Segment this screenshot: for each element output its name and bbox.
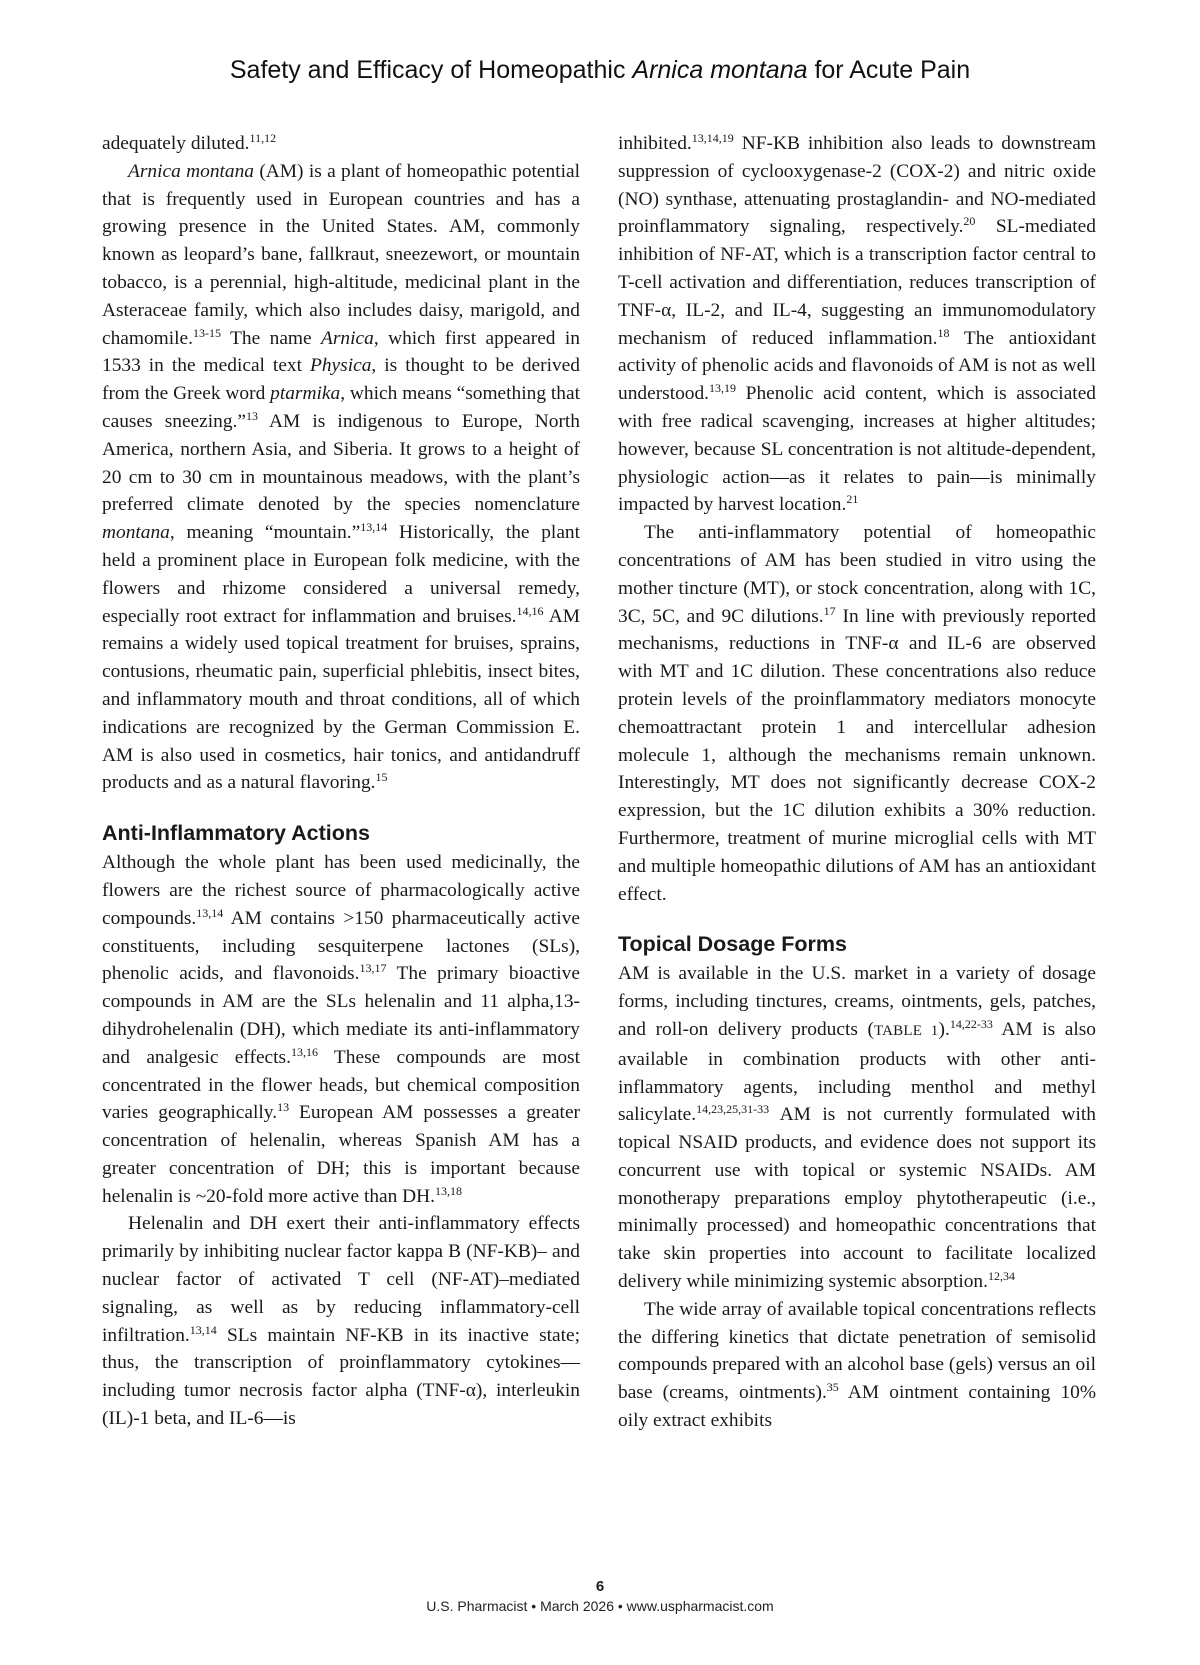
- text-run: AM is also available in combination products with other anti-inflammatory agents, including menthol and methyl salicylate.: [618, 1018, 1096, 1126]
- text-run: These compounds are most concentrated in the flower heads, but chemical composition varies geographically.: [102, 1046, 580, 1124]
- paragraph: [102, 849, 580, 1210]
- header-title-suffix: for Acute Pain: [807, 56, 971, 84]
- text-run: AM is available in the U.S. market in a variety of dosage forms, including tinctures, creams, ointments, gels, patches, and roll-on delivery products (: [618, 963, 1096, 1040]
- text-run: AM is not currently formulated with topical NSAID products, and evidence does not support its concurrent use with topical or systemic NSAIDs. AM monotherapy preparations employ phytotherapeutic (i.e., minimally processed) and homeopathic concentrations that take skin properties into account to facilitate localized delivery while minimizing systemic absorption.: [618, 1104, 1096, 1293]
- text-run: ).: [938, 1018, 950, 1040]
- text-run: montana: [102, 522, 170, 544]
- text-run: NF-KB inhibition also leads to downstream suppression of cyclooxygenase-2 (COX-2) and nitric oxide (NO) synthase, attenuating prostaglandin- and NO-mediated proinflammatory signaling, respectively.: [618, 133, 1096, 238]
- citation: 13,14: [189, 1322, 217, 1337]
- paragraph: [618, 1296, 1096, 1435]
- citation: 13: [246, 408, 259, 423]
- citation: 15: [375, 770, 388, 785]
- text-run: The primary bioactive compounds in AM are the SLs helenalin and 11 alpha,13-dihydrohelenalin (DH), which mediate its anti-inflammatory and analgesic effects.: [102, 963, 580, 1068]
- text-run: , is thought to be derived from the Greek word: [102, 355, 580, 405]
- paragraph: [102, 130, 580, 158]
- text-run: European AM possesses a greater concentration of helenalin, whereas Spanish AM has a greater concentration of DH; this is important because helenalin is ~20-fold more active than DH.: [102, 1102, 581, 1207]
- citation: 20: [963, 214, 976, 229]
- text-run: The name: [221, 327, 322, 349]
- citation: 13: [277, 1100, 290, 1115]
- citation: 13,16: [290, 1044, 318, 1059]
- text-run: Physica: [310, 355, 372, 377]
- citation: 13,14: [360, 520, 388, 535]
- citation: 13,18: [435, 1183, 463, 1198]
- text-run: AM is indigenous to Europe, North America, northern Asia, and Siberia. It grows to a height of 20 cm to 30 cm in mountainous meadows, with the plant’s preferred climate denoted by the species nomenclature: [102, 410, 580, 516]
- running-header: [0, 56, 1200, 85]
- text-run: Helenalin and DH exert their anti-inflammatory effects primarily by inhibiting nuclear factor kappa B (NF-KB)– and nuclear factor of activated T cell (NF-AT)–mediated signaling, as well as by reducing inflammatory-cell infiltration.: [102, 1213, 580, 1346]
- citation: 17: [823, 603, 836, 618]
- header-title-italic: Arnica montana: [632, 56, 808, 84]
- table-reference: TABLE 1: [873, 1022, 939, 1039]
- text-run: (AM) is a plant of homeopathic potential that is frequently used in European countries and has a growing presence in the United States. AM, commonly known as leopard’s bane, fallkraut, sneezewort, or mountain tobacco, is a perennial, high-altitude, medicinal plant in the Asteraceae family, which also includes daisy, marigold, and chamomile.: [102, 160, 580, 349]
- citation: 35: [826, 1380, 839, 1395]
- text-run: , which first appeared in 1533 in the medical text: [102, 327, 580, 377]
- citation: 18: [937, 325, 950, 340]
- citation: 13-15: [193, 325, 221, 340]
- section-heading: Topical Dosage Forms: [618, 932, 847, 957]
- text-run: Arnica montana: [128, 160, 254, 182]
- paragraph: [618, 960, 1096, 1296]
- section-heading: Anti-Inflammatory Actions: [102, 821, 370, 846]
- text-run: SL-mediated inhibition of NF-AT, which is a transcription factor central to T-cell activation and differentiation, reduces transcription of TNF-α, IL-2, and IL-4, suggesting an immunomodulatory mechanism of reduced inflammation.: [618, 216, 1096, 349]
- text-run: Phenolic acid content, which is associated with free radical scavenging, increases at higher altitudes; however, because SL concentration is not altitude-dependent, physiologic action—as it relates to pain—is minimally impacted by harvest location.: [618, 383, 1096, 516]
- paragraph: [102, 158, 580, 797]
- text-run: The antioxidant activity of phenolic acids and flavonoids of AM is not as well understood.: [618, 327, 1096, 405]
- text-run: inhibited.: [618, 133, 692, 154]
- text-run: , meaning “mountain.”: [169, 522, 361, 544]
- citation: 14,23,25,31-33: [696, 1102, 770, 1117]
- text-run: In line with previously reported mechanisms, reductions in TNF-α and IL-6 are observed with MT and 1C dilution. These concentrations also reduce protein levels of the proinflammatory mediators monocyte chemoattractant protein 1 and intercellular adhesion molecule 1, although the mechanisms remain unknown. Interestingly, MT does not significantly decrease COX-2 expression, but the 1C dilution exhibits a 30% reduction. Furthermore, treatment of murine microglial cells with MT and multiple homeopathic dilutions of AM has an antioxidant effect.: [618, 605, 1096, 905]
- right-column: [618, 130, 1096, 1435]
- citation: 21: [846, 492, 859, 507]
- citation: 11,12: [249, 131, 277, 145]
- citation: 12,34: [987, 1269, 1015, 1284]
- citation: 14,16: [516, 603, 544, 618]
- text-run: SLs maintain NF-KB in its inactive state; thus, the transcription of proinflammatory cytokines—including tumor necrosis factor alpha (TNF-α), interleukin (IL)-1 beta, and IL-6—is: [102, 1324, 580, 1430]
- text-run: ptarmika: [270, 383, 341, 405]
- text-run: AM ointment containing 10% oily extract exhibits: [618, 1382, 1096, 1432]
- paragraph: [618, 519, 1096, 908]
- text-run: Arnica: [321, 327, 374, 349]
- citation: 13,14: [196, 905, 224, 920]
- citation: 13,14,19: [691, 131, 734, 145]
- text-run: The wide array of available topical concentrations reflects the differing kinetics that dictate penetration of semisolid compounds prepared with an alcohol base (gels) versus an oil base (creams, ointments).: [618, 1298, 1096, 1404]
- publication-footer: U.S. Pharmacist • March 2026 • www.uspharmacist.com: [426, 1598, 774, 1614]
- citation: 13,17: [359, 961, 387, 976]
- page-number: 6: [595, 1578, 605, 1595]
- text-run: The anti-inflammatory potential of homeopathic concentrations of AM has been studied in vitro using the mother tincture (MT), or stock concentration, along with 1C, 3C, 5C, and 9C dilutions.: [618, 522, 1096, 627]
- text-run: adequately diluted.: [102, 133, 250, 154]
- paragraph: [102, 1210, 580, 1432]
- text-run: , which means “something that causes sneezing.”: [102, 383, 580, 432]
- left-column: [102, 130, 580, 1433]
- citation: 14,22-33: [949, 1016, 993, 1031]
- text-run: AM remains a widely used topical treatment for bruises, sprains, contusions, rheumatic pain, superficial phlebitis, insect bites, and inflammatory mouth and throat conditions, all of which indications are recognized by the German Commission E. AM is also used in cosmetics, hair tonics, and antidandruff products and as a natural flavoring.: [102, 605, 580, 794]
- text-run: AM contains >150 pharmaceutically active constituents, including sesquiterpene lactones (SLs), phenolic acids, and flavonoids.: [102, 907, 580, 985]
- text-run: Historically, the plant held a prominent place in European folk medicine, with the flowers and rhizome considered a universal remedy, especially root extract for inflammation and bruises.: [102, 522, 581, 627]
- header-title-prefix: Safety and Efficacy of Homeopathic: [229, 56, 633, 84]
- citation: 13,19: [709, 381, 737, 396]
- paragraph: [618, 130, 1096, 519]
- text-run: Although the whole plant has been used medicinally, the flowers are the richest source of pharmacologically active compounds.: [102, 852, 580, 929]
